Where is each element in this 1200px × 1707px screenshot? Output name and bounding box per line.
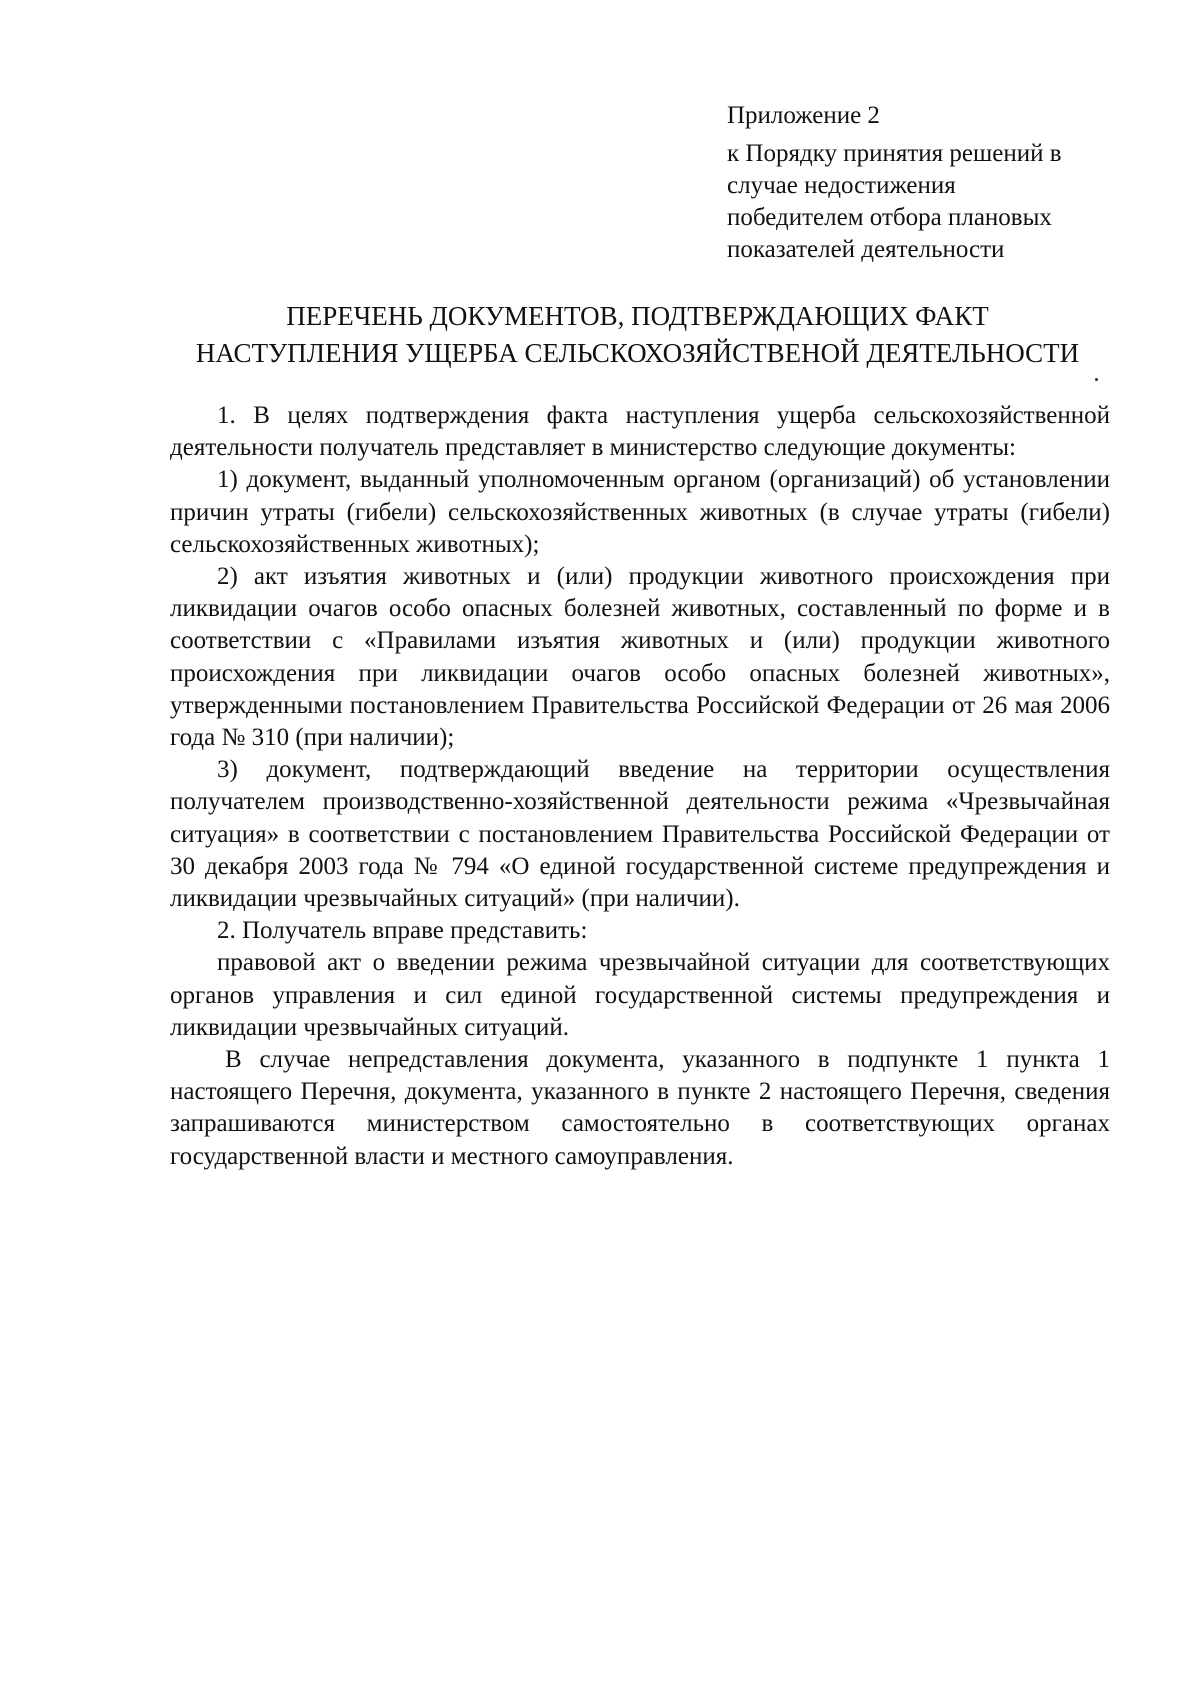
paragraph-item-2: 2. Получатель вправе представить: (217, 917, 588, 945)
appendix-line: случае недостижения (727, 172, 956, 199)
paragraph-subitem-1: 1) документ, выданный уполномоченным органом (организаций) об установлении причин утраты (гибели) сельскохозяйственных животных (в случае утраты (гибели) сельскохозяйственных животных); (170, 466, 1110, 558)
paragraph-subitem-2: 2) акт изъятия животных и (или) продукции животного происхождения при ликвидации очагов особо опасных болезней животных, составленный по форме и в соответствии с «Правилами изъятия животных и (или) продукции животного происхождения при ликвидации очагов особо опасных болезней животных», утвержденными постановлением Правительства Российской Федерации от 26 мая 2006 года № 310 (при наличии); (170, 563, 1110, 752)
appendix-line: показателей деятельности (727, 236, 1005, 263)
document-title-line: ПЕРЕЧЕНЬ ДОКУМЕНТОВ, ПОДТВЕРЖДАЮЩИХ ФАКТ (286, 301, 989, 331)
appendix-header (727, 100, 1127, 266)
document-title-line: НАСТУПЛЕНИЯ УЩЕРБА СЕЛЬСКОХОЗЯЙСТВЕНОЙ ДЕЯТЕЛЬНОСТИ (195, 338, 1080, 368)
appendix-line: победителем отбора плановых (727, 204, 1052, 231)
appendix-line: к Порядку принятия решений в (727, 140, 1062, 167)
appendix-title: Приложение 2 (727, 102, 880, 129)
scan-speck (1095, 378, 1098, 381)
paragraph-item-1: 1. В целях подтверждения факта наступления ущерба сельскохозяйственной деятельности получатель представляет в министерство следующие документы: (170, 402, 1110, 462)
paragraph-final: В случае непредставления документа, указанного в подпункте 1 пункта 1 настоящего Перечня, документа, указанного в пункте 2 настоящего Перечня, сведения запрашиваются министерством самостоятельно в соответствующих органах государственной власти и местного самоуправления. (170, 1046, 1110, 1170)
document-body (170, 400, 1110, 1173)
document-title (150, 298, 1125, 372)
paragraph-subitem-3: 3) документ, подтверждающий введение на территории осуществления получателем производственно-хозяйственной деятельности режима «Чрезвычайная ситуация» в соответствии с постановлением Правительства Российской Федерации от 30 декабря 2003 года № 794 «О единой государственной системе предупреждения и ликвидации чрезвычайных ситуаций» (при наличии). (170, 756, 1110, 913)
paragraph-item-2-text: правовой акт о введении режима чрезвычайной ситуации для соответствующих органов управления и сил единой государственной системы предупреждения и ликвидации чрезвычайных ситуаций. (170, 949, 1110, 1041)
